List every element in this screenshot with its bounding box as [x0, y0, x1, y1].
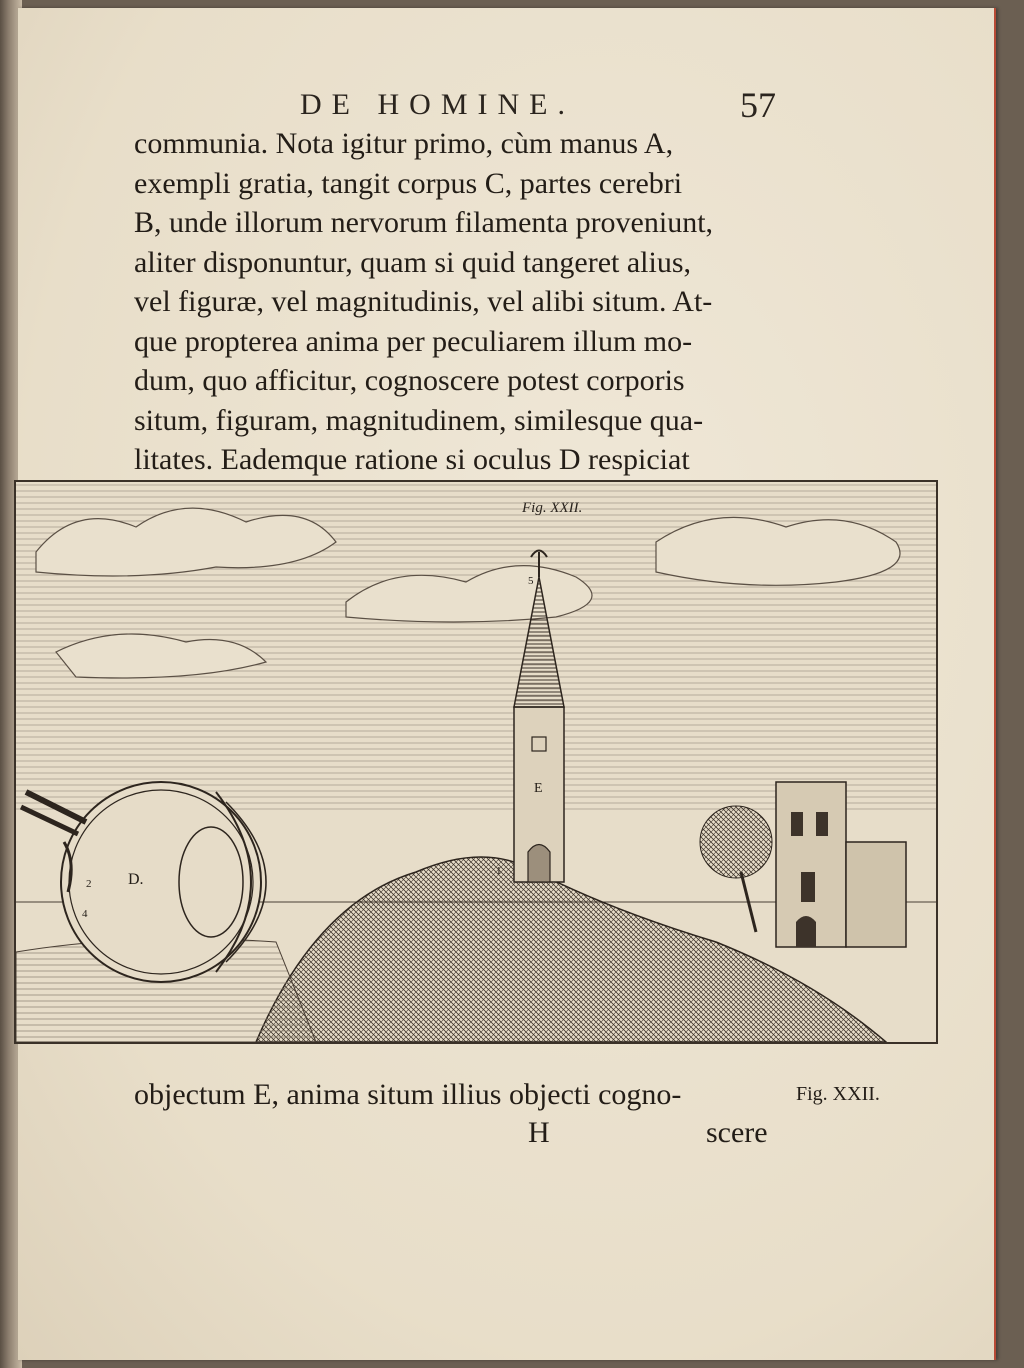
bottom-text-line: objectum E, anima situm illius objecti cogno-: [134, 1078, 682, 1111]
running-head: DE HOMINE.: [300, 88, 575, 121]
label-2: 2: [86, 878, 92, 890]
text-line: aliter disponuntur, quam si quid tangeret alius,: [134, 245, 692, 279]
label-5: 5: [528, 575, 534, 587]
text-line: situm, figuram, magnitudinem, similesque qua-: [134, 403, 704, 437]
label-e: E: [534, 781, 543, 796]
text-line: litates. Eademque ratione si oculus D respiciat: [134, 443, 690, 476]
text-line: exempli gratia, tangit corpus C, partes cerebri: [134, 166, 683, 200]
text-line: dum, quo afficitur, cognoscere potest corporis: [134, 364, 685, 397]
signature-mark: H: [528, 1116, 550, 1149]
catchword: scere: [706, 1116, 768, 1149]
margin-note: Fig. XXII.: [796, 1083, 880, 1105]
engraving-illustration: [16, 482, 936, 1042]
text-line: B, unde illorum nervorum filamenta proveniunt,: [134, 206, 714, 239]
tree: [700, 806, 772, 932]
page-number: 57: [740, 85, 776, 125]
label-4: 4: [82, 908, 88, 920]
text-line: que propterea anima per peculiarem illum mo-: [134, 324, 693, 358]
figure-caption: Fig. XXII.: [522, 500, 583, 516]
engraving-figure: [14, 480, 938, 1044]
body-text: [134, 124, 774, 480]
label-1: 1: [496, 865, 502, 877]
text-line: communia. Nota igitur primo, cùm manus A,: [134, 127, 674, 160]
label-d: D.: [128, 871, 144, 888]
text-line: vel figuræ, vel magnitudinis, vel alibi situm. At-: [134, 285, 713, 318]
